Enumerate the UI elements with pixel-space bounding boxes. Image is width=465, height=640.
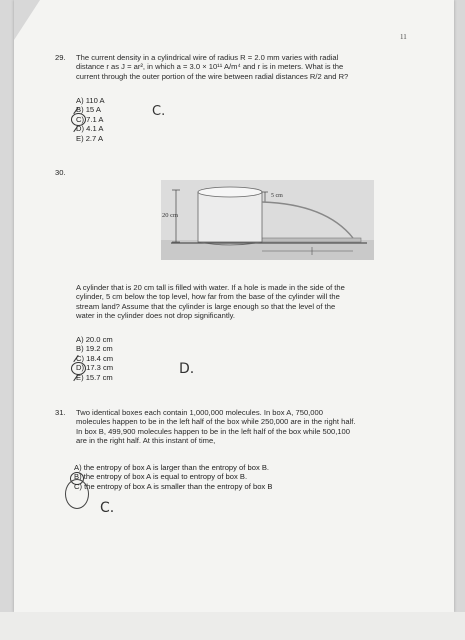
option-d: D) 4.1 A bbox=[76, 124, 104, 134]
option-b: B) 15 A bbox=[76, 105, 101, 115]
question-31-text bbox=[76, 408, 421, 446]
answer-circle-mark bbox=[71, 362, 86, 375]
option-e: E) 15.7 cm bbox=[76, 372, 113, 382]
cylinder-figure bbox=[161, 180, 374, 260]
page-number: 11 bbox=[400, 33, 407, 41]
question-30-line: water in the cylinder does not drop significantly. bbox=[76, 311, 235, 321]
question-29-line: current through the outer portion of the wire between radial distances R/2 and R? bbox=[76, 71, 349, 81]
question-29-line: distance r as J = ar², in which a = 3.0 × 10¹¹ A/m⁴ and r is in meters. What is the bbox=[76, 62, 344, 72]
option-b: B) 19.2 cm bbox=[76, 344, 113, 354]
option-d: D) 17.3 cm bbox=[76, 363, 114, 373]
question-30-line: stream land? Assume that the cylinder is large enough so that the level of the bbox=[76, 301, 336, 311]
question-30-text bbox=[76, 283, 421, 321]
question-31-options bbox=[74, 463, 272, 491]
handwritten-answer: D. bbox=[179, 361, 195, 377]
handwritten-answer: C. bbox=[152, 104, 166, 119]
height-label: 20 cm bbox=[162, 212, 179, 219]
scan-bottom-margin bbox=[0, 612, 465, 640]
question-30-number: 30. bbox=[55, 168, 66, 177]
option-c: C) 7.1 A bbox=[76, 114, 104, 124]
option-b: B) the entropy of box A is equal to entropy of box B. bbox=[74, 472, 248, 482]
question-31-line: Two identical boxes each contain 1,000,000 molecules. In box A, 750,000 bbox=[76, 408, 323, 417]
folded-corner bbox=[14, 0, 40, 40]
option-a: A) 110 A bbox=[76, 96, 105, 105]
option-e: E) 2.7 A bbox=[76, 133, 104, 143]
question-31-number: 31. bbox=[55, 408, 66, 417]
question-29-text bbox=[76, 53, 421, 81]
answer-circle-mark bbox=[71, 113, 86, 126]
question-30-options bbox=[76, 335, 113, 382]
option-a: A) the entropy of box A is larger than the entropy of box B. bbox=[74, 463, 270, 472]
handwritten-answer: C. bbox=[100, 500, 115, 516]
option-c: C) 18.4 cm bbox=[76, 353, 114, 363]
question-29-number: 29. bbox=[55, 53, 66, 62]
option-c: C) the entropy of box A is smaller than the entropy of box B bbox=[74, 481, 273, 491]
question-31-line: In box B, 499,900 molecules happen to be in the left half of the box while 500,100 bbox=[76, 426, 350, 436]
question-29-line: The current density in a cylindrical wire of radius R = 2.0 mm varies with radial bbox=[76, 53, 339, 62]
question-30-line: A cylinder that is 20 cm tall is filled with water. If a hole is made in the side of the bbox=[76, 283, 345, 292]
depth-label: 5 cm bbox=[271, 193, 283, 199]
question-30-line: cylinder, 5 cm below the top level, how far from the base of the cylinder will the bbox=[76, 292, 340, 302]
question-31-line: molecules happen to be in the left half of the box while 250,000 are in the right half. bbox=[76, 417, 356, 427]
option-a: A) 20.0 cm bbox=[76, 335, 113, 344]
question-31-line: are in the right half. At this instant of time, bbox=[76, 436, 216, 446]
answer-circle-mark bbox=[65, 479, 89, 509]
